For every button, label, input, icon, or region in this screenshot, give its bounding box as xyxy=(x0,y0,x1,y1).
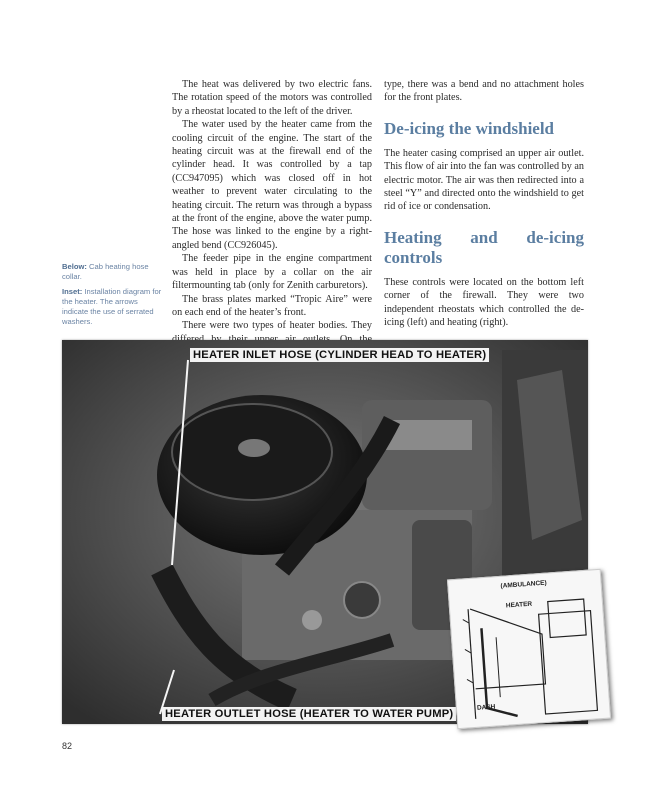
heater-label: HEATER xyxy=(505,600,533,610)
outlet-hose-label: HEATER OUTLET HOSE (HEATER TO WATER PUMP) xyxy=(162,707,456,721)
paragraph: The water used by the heater came from the cooling circuit of the engine. The start of the heating circuit was at the firewall end of the cylinder head. It was controlled by a tap (CC947095) which was closed off in hot weather to prevent water circulating to the heating circuit. The return was through a bypass at the front of the engine, above the water pump. The hose was linked to the engine by a right-angled bend (CC926045). xyxy=(172,119,372,251)
paragraph: The feeder pipe in the engine compartment was held in place by a collar on the air filtermounting tab (only for Zenith carburetors). xyxy=(172,253,372,292)
paragraph: The heat was delivered by two electric fans. The rotation speed of the motors was controlled by a rheostat located to the left of the driver. xyxy=(172,79,372,117)
photo-captions xyxy=(62,262,164,332)
section-heading-controls: Heating and de-icing controls xyxy=(384,227,584,267)
inlet-hose-label: HEATER INLET HOSE (CYLINDER HEAD TO HEATER) xyxy=(190,348,489,362)
ambulance-label: (AMBULANCE) xyxy=(500,579,547,590)
paragraph: There were two types of heater bodies. They xyxy=(182,320,372,332)
section-heading-deicing: De-icing the windshield xyxy=(384,118,555,138)
caption-inset: Inset: Installation diagram for the heater. The arrows indicate the use of serrated washers. xyxy=(62,287,162,326)
paragraph: The heater casing comprised an upper air outlet. This flow of air into the fan was controlled by an electric motor. The air was then redirected into a steel “Y” and directed onto the windshield to get rid of ice or condensation. xyxy=(384,147,584,213)
paragraph: These controls were located on the bottom left corner of the firewall. They were two independent rheostats which controlled the de-icing (left) and heating (right). xyxy=(384,276,584,329)
text-column-left xyxy=(172,78,372,360)
text-column-right xyxy=(384,78,584,329)
dash-label: DASH xyxy=(476,703,496,712)
installation-diagram-drawing xyxy=(448,570,610,728)
page-number: 82 xyxy=(62,741,73,751)
caption-below: Below: Cab heating hose collar. xyxy=(62,262,149,281)
installation-diagram-inset xyxy=(447,569,611,729)
paragraph: type, there was a bend and no attachment holes for the front plates. xyxy=(384,79,584,104)
paragraph: The brass plates marked “Tropic Aire” were on each end of the heater’s front. xyxy=(172,293,372,318)
